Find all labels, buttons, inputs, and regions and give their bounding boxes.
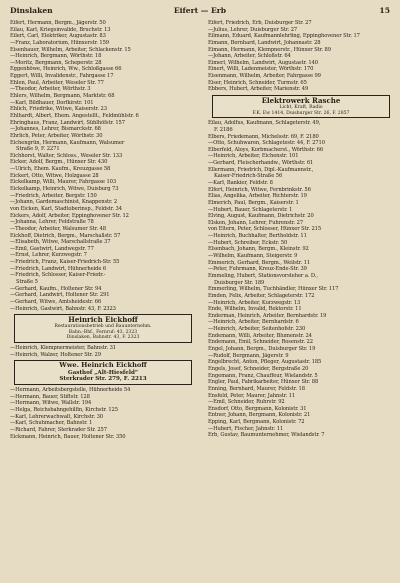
directory-entry: —Heinrich, Gastwirt, Bahnstr. 43, F. 2323 bbox=[10, 305, 116, 312]
directory-entry: —Gerhard, Witwe, Amtsheidestr. 66 bbox=[10, 298, 102, 305]
directory-entry: Elfert, Heinrich, Witwe, Fernbrinkstr. 56 bbox=[208, 186, 311, 193]
directory-entry: Engels, Josef, Schneider, Bergstraße 20 bbox=[208, 365, 309, 372]
ad-detail: Licht, Kraft, Radio bbox=[279, 105, 323, 111]
directory-entry: Eimann, Hermann, Klempnerstr., Hünxer Str. 89 bbox=[208, 46, 331, 53]
directory-entry: —Friedrich, Arbeiter, Bergstr. 150 bbox=[10, 192, 97, 199]
directory-entry: —Ulrich, Ehem. Kaufm., Kreuzgasse 58 bbox=[10, 166, 111, 173]
directory-entry: Eickelkamp, Willi, Maurer, Fahrgasse 103 bbox=[10, 179, 117, 186]
directory-entry: Eifert, Friedrich, Erb, Duisburger Str. 27 bbox=[208, 20, 312, 26]
ad-business-name: Elektrowerk Rasche bbox=[261, 96, 341, 106]
directory-entry: —Ernst, Lehrer, Kurzwegstr. 7 bbox=[10, 252, 87, 259]
directory-entry: Ehlen, Paul, Arbeiter, Weseler Str. 77 bbox=[10, 79, 104, 86]
directory-entry: Elberfeld, Aloys, Korbmacherst., Wörthstr. 66 bbox=[208, 146, 324, 153]
directory-entry: Eickert, Otto, Witwe, Holzgasse 28 bbox=[10, 172, 99, 179]
directory-entry: —Heinrich, Arbeiter, Seitenhofstr. 230 bbox=[208, 326, 306, 333]
directory-entry: —Johannes, Lehrer, Bismarckstr. 68 bbox=[10, 126, 101, 133]
directory-entry: —Otto, Schuhwaren, Schlagetestr. 44, F. 2710 bbox=[208, 140, 325, 147]
directory-entry: —Hermann, Arbeitsbergstelle, Hühnerheide 54 bbox=[10, 387, 131, 394]
directory-entry: Duisburger Str. 189 bbox=[214, 279, 265, 286]
directory-entry: —Helga, Reichsbahngehilfin, Kirchstr. 125 bbox=[10, 406, 118, 413]
directory-entry: —Hubert, Fischer, Jahnstr. 11 bbox=[208, 425, 284, 432]
directory-entry: Eilmann, Eduard, Kaufmannlehrling, Eppinghovener Str. 17 bbox=[208, 33, 360, 40]
directory-entry: Eisenmann, Wilhelm, Arbeiter, Fahrgasse 99 bbox=[208, 73, 321, 80]
directory-entry: Elbers, Friedemann, Michelsstr. 69, F. 2180 bbox=[208, 133, 319, 140]
directory-entry: Epping, Karl, Bergmann, Kolonistr. 72 bbox=[208, 419, 305, 426]
directory-entry: Eichengrün, Hermann, Kaufmann, Walsumer bbox=[10, 139, 125, 146]
directory-entry: Ensdorf, Otto, Bergmann, Kolonistr. 31 bbox=[208, 405, 307, 412]
directory-entry: Eickmann, Heinrich, Bauer, Holtener Str. 350 bbox=[10, 433, 126, 440]
directory-entry: —Hermann, Bauer, Stiftstr. 128 bbox=[10, 393, 90, 400]
directory-entry: —Rudolf, Bergmann, Jägerstr. 9 bbox=[208, 352, 289, 359]
directory-entry: Engemann, Franz, Chauffeur, Wielandstr. 5 bbox=[208, 372, 318, 379]
directory-entry: Elias, Angelika, Arbeiter, Richterstr. 19 bbox=[208, 193, 307, 200]
directory-entry: Ehrlich, Peter, Arbeiter, Wörthstr. 30 bbox=[10, 132, 103, 139]
directory-entry: Ehlich, Friedrike, Witwe, Kaiserstr. 23 bbox=[10, 106, 107, 113]
directory-entry: —Wilhelm, Kaufmann, Steigerstr. 9 bbox=[208, 253, 298, 260]
directory-entry: Endemann, Emil, Schneider, Rosenstr. 22 bbox=[208, 339, 313, 346]
directory-entry: Emden, Felix, Arbeiter, Schlageterstr. 172 bbox=[208, 292, 315, 299]
directory-entry: Eickers, Adolf, Arbeiter, Eppinghovener Str. 12 bbox=[10, 212, 129, 219]
directory-entry: Eilau, Adolfus, Kaufmann, Schlageterstr. 49, bbox=[208, 120, 321, 127]
directory-entry: —Gerhard, Kaufm., Holtener Str. 94 bbox=[10, 285, 102, 292]
directory-entry: Eicker, Adolf, Bergm., Hünxer Str. 430 bbox=[10, 159, 108, 166]
directory-entry: Elsken, Johann, Lehrer, Fuhrenstr. 27 bbox=[208, 219, 304, 226]
directory-entry: F. 2186 bbox=[214, 126, 233, 133]
directory-entry: Straße 9, F. 2271 bbox=[16, 146, 60, 153]
directory-entry: —Julius, Lehrer, Duisburger Str. 27 bbox=[208, 26, 298, 33]
directory-entry: Eggert, Willi, Invalidenstr., Fahrgasse 17 bbox=[10, 73, 114, 80]
directory-entry: —Friedrich, Schlosser, Kaiser-Friedr.- bbox=[10, 272, 106, 279]
header-city: Dinslaken bbox=[10, 6, 53, 15]
directory-entry: Eickelkamp, Heinrich, Witwe, Duisburg 73 bbox=[10, 186, 119, 193]
directory-entry: —Gerhard, Landwirt, Holtener Str. 291 bbox=[10, 292, 110, 299]
directory-entry: —Theodor, Arbeiter, Wörthstr. 3 bbox=[10, 86, 91, 93]
directory-entry: —Karl, Bildhauer, Dorfkirstr. 101 bbox=[10, 99, 94, 106]
directory-entry: —Emil, Gastwirt, Landwegstr. 77 bbox=[10, 245, 94, 252]
directory-entry: Eisenhauer, Wilhelm, Arbeiter, Schlackenstr. 15 bbox=[10, 46, 131, 53]
directory-entry: —Elisabeth, Witwe, Marschallstraße 37 bbox=[10, 239, 111, 246]
ad-business-name: Wwe. Heinrich Eickhoff bbox=[59, 361, 147, 370]
directory-entry: Emmerich, Gerhard, Bergm., Weilstr. 11 bbox=[208, 259, 311, 266]
directory-entry: —Karl, Lehrerwachwalt, Kirchstr. 30 bbox=[10, 413, 104, 420]
page-number: 15 bbox=[379, 6, 390, 15]
ad-detail: Restaurationsbetrieb und Bauunternehm. bbox=[54, 324, 152, 330]
directory-entry: von Eicken, Karl, Stadtoberinsp., Feldstr. 34 bbox=[10, 205, 122, 212]
directory-entry: —Emil, Schneider, Ruhrstr. 92 bbox=[208, 399, 285, 406]
directory-entry: —Heinrich, Arbeiter, Bernhardstr. 6 bbox=[208, 319, 299, 326]
directory-entry: —Johann, Arbeiter, Schloßstr. 64 bbox=[208, 53, 291, 60]
directory-entry: Straße 5 bbox=[16, 278, 38, 285]
directory-entry: —Hermann, Witwe, Wallstr. 194 bbox=[10, 400, 92, 407]
directory-entry: —Hubert, Schreiber, Eckstr. 50 bbox=[208, 239, 288, 246]
directory-entry: —Peter, Fuhrmann, Kreuz-Ende-Str. 39 bbox=[208, 266, 307, 273]
directory-entry: Eickhoff, Dietrich, Bergm., Marschallstr. 57 bbox=[10, 232, 121, 239]
directory-entry: Eifert, Hermann, Bergm., Jägerstr. 50 bbox=[10, 20, 106, 26]
directory-entry: Eimerl, Wilhelm, Landwirt, Augustastr. 140 bbox=[208, 59, 318, 66]
directory-entry: —Johanna, Lehrer, Feldstraße 78 bbox=[10, 219, 94, 226]
directory-entry: —Heinrich, Arbeiter, Eichenstr. 101 bbox=[208, 153, 299, 160]
directory-entry: Elmerich, Paul, Bergm., Kaiserstr. 1 bbox=[208, 199, 299, 206]
directory-entry: —Theodor, Arbeiter, Walsumer Str. 48 bbox=[10, 225, 106, 232]
directory-entry: Ende, Wilhelm, Invalid, Rektorstr. 11 bbox=[208, 306, 302, 313]
directory-entry: Eichhorst, Walter, Schloss., Weseler Str. 133 bbox=[10, 152, 123, 159]
directory-entry: Engler, Paul, Fabrikarbeiter, Hünxer Str. 88 bbox=[208, 379, 319, 386]
directory-entry: Erb, Gustav, Baumunternehmer, Wielandstr. 7 bbox=[208, 432, 325, 439]
directory-entry: Elving, August, Kaufmann, Dietrichstr. 20 bbox=[208, 213, 314, 220]
directory-entry: Ebbers, Hubert, Arbeiter, Marienstr. 49 bbox=[208, 86, 309, 93]
directory-entry: —Gerhard, Fleischerhandw., Wörthstr. 61 bbox=[208, 160, 314, 167]
ad-detail: Bahn.-Bhf., Fernruf: 43. 2323 bbox=[68, 329, 138, 335]
directory-entry: Ellermann, Friedrich, Dipl.-Kaufmannstr., bbox=[208, 166, 314, 173]
directory-entry: —Karl, Bankier, Feldstr. 8 bbox=[208, 180, 273, 186]
directory-entry: Elsenbach, Johann, Bergm., Kleinstr. 92 bbox=[208, 246, 309, 253]
advertisement-box bbox=[14, 360, 192, 385]
directory-entry: Kaiser-Friedrich-Straße 56 bbox=[214, 173, 283, 180]
directory-entry: —Karl, Schuhmacher, Bahnstr. 1 bbox=[10, 420, 93, 427]
directory-entry: Emmerling, Wilhelm, Tuchhändler, Hünxer Str. 117 bbox=[208, 286, 339, 293]
directory-entry: von Eltern, Peter, Schlosser, Hünxer Str. 215 bbox=[208, 226, 322, 233]
directory-entry: Eilert, Carl, Elektriker, Augustastr. 83 bbox=[10, 33, 106, 40]
directory-entry: —Heinrich, Arbeiter, Kurzwegstr. 13 bbox=[208, 299, 301, 306]
directory-entry: Engelbrecht, Anton, Pfleger, Augustastr. 185 bbox=[208, 359, 322, 366]
header-range: Eifert — Erb bbox=[173, 6, 227, 15]
directory-entry: Emmeling, Hubert, Stationsvorsteher a. D., bbox=[208, 272, 318, 279]
directory-entry: —Heinrich, Bergmann, Wörthstr. 18 bbox=[10, 53, 102, 60]
directory-entry: Enning, Bernhard, Maurer, Feldstr. 18 bbox=[208, 385, 305, 392]
directory-entry: Enderman, Heinrich, Arbeiter, Bernhardstr. 19 bbox=[208, 312, 327, 319]
directory-entry: Eilau, Karl, Kriegsinvalide, Bruchstr. 13 bbox=[10, 26, 111, 33]
directory-entry: —Heinrich, Buchhalter, Bertholdstr. 11 bbox=[208, 233, 307, 240]
directory-entry: Ehringhaus, Franz, Landwirt, Sühlhöfstr. 157 bbox=[10, 119, 125, 126]
right-column bbox=[208, 20, 394, 439]
directory-entry: —Hubert, Bauer, Schlageterstr. 1 bbox=[208, 206, 293, 213]
directory-entry: —Heinrich, Klempnermeister, Bahnstr. 31 bbox=[10, 344, 116, 351]
directory-entry: Einert, Willi, Ladenmeister, Wörthstr. 170 bbox=[208, 66, 314, 73]
directory-entry: —Richard, Fahrer, Sterkrader Str. 257 bbox=[10, 426, 107, 433]
directory-entry: Eimann, Bernhard, Landwirt, Johannastr. 28 bbox=[208, 39, 321, 46]
ad-detail: Sterkrader Str. 279, F. 2213 bbox=[59, 376, 147, 383]
directory-entry: Eggenhöwe, Heinrich, Ww., Schloßgasse 66 bbox=[10, 66, 122, 73]
directory-entry: Ehlhardt, Albert, Ehem. Angestellt., Feldmühlstr. 6 bbox=[10, 112, 139, 119]
left-column bbox=[10, 20, 196, 440]
directory-entry: Eiser, Heinrich, Schneider, Turmstr. 65 bbox=[208, 79, 307, 86]
directory-entry: —Franz, Laboratorium, Hünxerstr. 159 bbox=[10, 39, 109, 46]
ad-detail: F.K. Ew 1414, Duisburger Str. 26, F. 2857 bbox=[252, 110, 350, 116]
ad-business-name: Heinrich Eickhoff bbox=[68, 315, 138, 325]
directory-entry: Entner, Johann, Bergmann, Kolonistr. 21 bbox=[208, 412, 311, 419]
directory-entry: —Johann, Gardemaschinist, Knappenstr. 2 bbox=[10, 199, 118, 206]
page-header bbox=[10, 6, 390, 18]
advertisement-box bbox=[14, 314, 192, 343]
directory-entry: —Friedrich, Franz, Kaiser-Friedrich-Str. 55 bbox=[10, 259, 120, 266]
directory-entry: Endemann, Willi, Arbeiter, Blumenstr. 24 bbox=[208, 332, 312, 339]
directory-entry: Ensfeld, Peter, Maurer, Jahnstr. 11 bbox=[208, 392, 296, 399]
ad-detail: Gasthof „Alt-Hiesfeld“ bbox=[67, 369, 139, 376]
directory-entry: —Heinrich, Walzer, Holtener Str. 29 bbox=[10, 351, 101, 358]
advertisement-box bbox=[212, 95, 390, 118]
directory-entry: —Friedrich, Landwirt, Hühnerheide 6 bbox=[10, 265, 107, 272]
directory-entry: Engel, Johann, Bergm., Duisburger Str. 19 bbox=[208, 346, 316, 353]
directory-entry: —Moritz, Bergmann, Scheperstr. 28 bbox=[10, 59, 102, 66]
ad-detail: Dinslaken, Bahnstr. 43, F. 2323 bbox=[66, 335, 140, 341]
directory-entry: Ehlers, Wilhelm, Bergmann, Marktstr. 68 bbox=[10, 93, 115, 100]
